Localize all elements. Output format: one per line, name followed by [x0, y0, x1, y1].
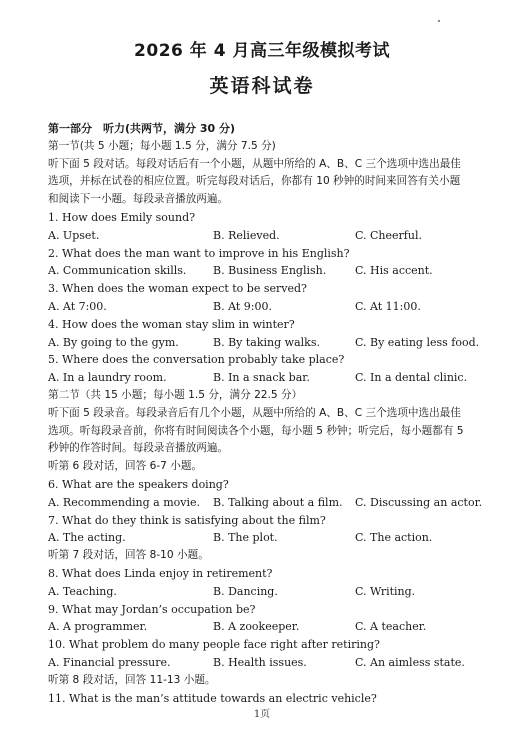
option-c: C. The action.: [355, 531, 433, 545]
option-b: B. Business English.: [213, 264, 327, 278]
scan-speck: [438, 20, 440, 22]
option-a: A. At 7:00.: [48, 299, 107, 313]
question-stem: 3. When does the woman expect to be served?: [48, 282, 307, 296]
option-c: C. Cheerful.: [355, 228, 422, 242]
section1-instructions-line: 听下面 5 段对话。每段对话后有一个小题，从题中所给的 A、B、C 三个选项中选出最佳: [48, 157, 461, 170]
option-c: C. A teacher.: [355, 620, 427, 634]
question-stem: 11. What is the man’s attitude towards an electric vehicle?: [48, 691, 377, 705]
question-stem: 1. How does Emily sound?: [48, 210, 196, 224]
option-a: A. The acting.: [48, 531, 126, 545]
question-stem: 8. What does Linda enjoy in retirement?: [48, 566, 273, 580]
option-a: A. A programmer.: [48, 620, 148, 634]
option-c: C. Discussing an actor.: [355, 495, 483, 509]
section2-instructions-line: 选项。听每段录音前，你将有时间阅读各个小题，每小题 5 秒钟；听完后，每小题都有 5: [48, 424, 464, 437]
question-stem: 6. What are the speakers doing?: [48, 477, 229, 491]
exam-body: [48, 120, 503, 707]
option-b: B. Talking about a film.: [213, 495, 343, 509]
option-b: B. In a snack bar.: [213, 371, 310, 385]
question-options: [48, 298, 503, 316]
question-stem: 9. What may Jordan’s occupation be?: [48, 602, 256, 616]
question-stem: 10. What problem do many people face right after retiring?: [48, 638, 380, 652]
option-b: B. Dancing.: [213, 584, 278, 598]
section2-instructions-line: 秒钟的作答时间。每段录音播放两遍。: [48, 442, 229, 455]
exam-subtitle: 英语科试卷: [209, 75, 315, 97]
question-options: [48, 654, 503, 672]
question-options: [48, 369, 503, 387]
option-a: A. Recommending a movie.: [48, 495, 200, 509]
question-options: [48, 494, 503, 512]
section1-instructions-line: 选项，并标在试卷的相应位置。听完每段对话后，你都有 10 秒钟的时间来回答有关小题: [48, 175, 461, 188]
option-c: C. An aimless state.: [355, 655, 465, 669]
part1-heading: 第一部分 听力(共两节，满分 30 分): [48, 122, 236, 135]
option-b: B. The plot.: [213, 531, 278, 545]
question-options: [48, 529, 503, 547]
question-stem: 2. What does the man want to improve in his English?: [48, 246, 350, 260]
option-c: C. His accent.: [355, 264, 433, 278]
question-options: [48, 618, 503, 636]
section2-heading: 第二节（共 15 小题；每小题 1.5 分，满分 22.5 分）: [48, 388, 303, 401]
section1-instructions-line: 和阅读下一小题。每段录音播放两遍。: [48, 193, 229, 206]
option-a: A. By going to the gym.: [48, 335, 179, 349]
option-a: A. In a laundry room.: [48, 371, 167, 385]
option-b: B. At 9:00.: [213, 299, 272, 313]
option-c: C. Writing.: [355, 584, 416, 598]
option-a: A. Upset.: [48, 228, 100, 242]
page-footer: 1页: [253, 709, 271, 720]
option-b: B. A zookeeper.: [213, 620, 300, 634]
dialog-heading: 听第 7 段对话，回答 8-10 小题。: [48, 549, 209, 562]
question-stem: 4. How does the woman stay slim in winter?: [48, 317, 295, 331]
option-b: B. Relieved.: [213, 228, 280, 242]
exam-title: 2026 年 4 月高三年级模拟考试: [134, 41, 390, 61]
question-options: [48, 262, 503, 280]
question-stem: 7. What do they think is satisfying about the film?: [48, 513, 326, 527]
option-a: A. Financial pressure.: [48, 655, 171, 669]
option-a: A. Teaching.: [48, 584, 117, 598]
question-options: [48, 227, 503, 245]
section2-instructions-line: 听下面 5 段录音。每段录音后有几个小题，从题中所给的 A、B、C 三个选项中选出最佳: [48, 406, 461, 419]
option-c: C. By eating less food.: [355, 335, 480, 349]
dialog-heading: 听第 6 段对话，回答 6-7 小题。: [48, 460, 203, 473]
section1-heading: 第一节(共 5 小题；每小题 1.5 分，满分 7.5 分): [48, 139, 276, 152]
question-options: [48, 583, 503, 601]
dialog-heading: 听第 8 段对话，回答 11-13 小题。: [48, 673, 216, 686]
option-c: C. In a dental clinic.: [355, 371, 468, 385]
option-a: A. Communication skills.: [48, 264, 187, 278]
question-stem: 5. Where does the conversation probably take place?: [48, 353, 345, 367]
option-b: B. Health issues.: [213, 655, 307, 669]
option-b: B. By taking walks.: [213, 335, 320, 349]
option-c: C. At 11:00.: [355, 299, 421, 313]
question-options: [48, 334, 503, 352]
